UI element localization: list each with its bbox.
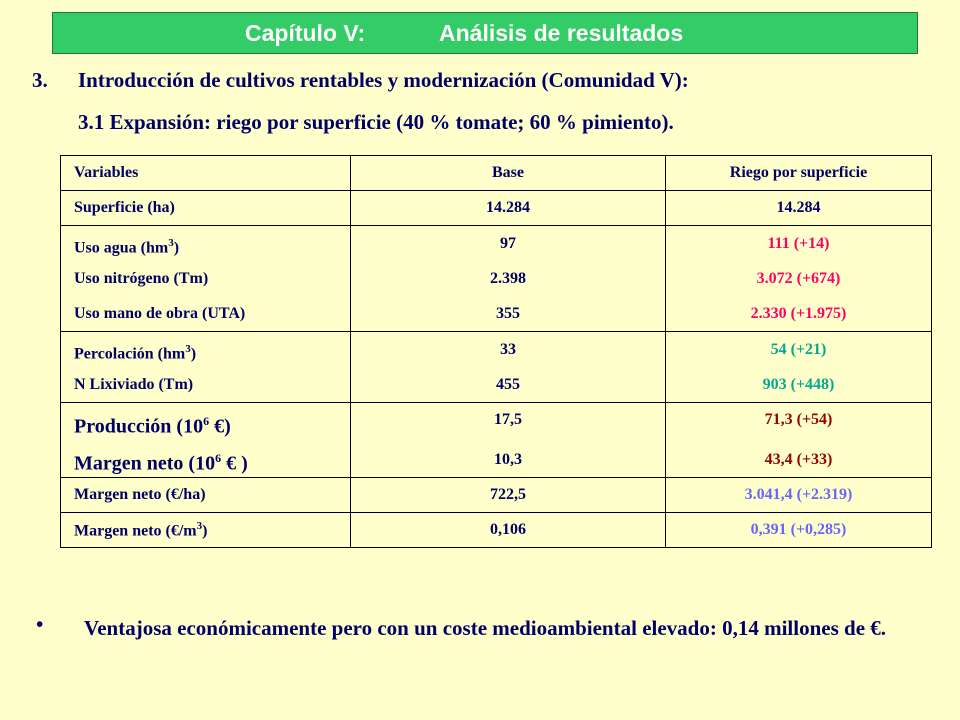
conclusion-text: Ventajosa económicamente pero con un coste medioambiental elevado: 0,14 millones de €. xyxy=(84,616,887,640)
row-label: Producción ($10^6$ €) xyxy=(74,414,231,438)
bullet-icon: • xyxy=(36,612,44,636)
row-base: 355 xyxy=(496,305,520,322)
row-riego: 2.330 (+1.975) xyxy=(750,305,847,322)
row-group-riego xyxy=(666,226,932,332)
row-riego: 903 (+448) xyxy=(762,376,835,393)
table-header-row xyxy=(61,156,932,191)
row-group-base xyxy=(351,332,666,403)
chapter-title-bar xyxy=(52,12,918,54)
row-base: 97 xyxy=(500,235,516,252)
row-base: 0,106 xyxy=(351,513,666,548)
row-riego: 71,3 (+54) xyxy=(764,411,833,428)
row-label: Margen neto ($10^6$ € ) xyxy=(74,451,248,475)
row-base: 2.398 xyxy=(490,270,526,287)
row-riego: 3.072 (+674) xyxy=(756,270,841,287)
section-heading-text: Introducción de cultivos rentables y modernización (Comunidad V): xyxy=(78,68,689,92)
row-group-base xyxy=(351,226,666,332)
row-group-labels xyxy=(61,226,351,332)
table-row xyxy=(61,191,932,226)
row-group-labels xyxy=(61,332,351,403)
row-label: Margen neto (€/ha) xyxy=(61,478,351,513)
section-title: Análisis de resultados xyxy=(439,19,684,46)
row-base: 10,3 xyxy=(494,451,522,468)
row-group-labels xyxy=(61,403,351,478)
row-label: Superficie (ha) xyxy=(61,191,351,226)
row-label: Uso nitrógeno (Tm) xyxy=(74,270,209,287)
row-riego: 111 (+14) xyxy=(767,235,830,252)
row-riego: 14.284 xyxy=(666,191,932,226)
row-base: 33 xyxy=(500,341,516,358)
row-label: Percolación $(hm^3)$ xyxy=(74,343,197,363)
row-label: Uso mano de obra (UTA) xyxy=(74,305,246,322)
table-row xyxy=(61,478,932,513)
row-label: Uso agua $(hm^3)$ xyxy=(74,237,180,257)
section-heading xyxy=(32,68,689,93)
row-group-base xyxy=(351,403,666,478)
row-label: N Lixiviado (Tm) xyxy=(74,376,194,393)
header-variables: Variables xyxy=(61,156,351,191)
row-base: 722,5 xyxy=(351,478,666,513)
row-label: Margen neto $(€/m^3)$ xyxy=(61,513,351,548)
table-row xyxy=(61,513,932,548)
header-riego: Riego por superficie xyxy=(666,156,932,191)
row-riego: 0,391 (+0,285) xyxy=(666,513,932,548)
chapter-label: Capítulo V: xyxy=(245,19,366,46)
row-group-riego xyxy=(666,332,932,403)
header-base: Base xyxy=(351,156,666,191)
row-base: 455 xyxy=(496,376,520,393)
section-number: 3. xyxy=(32,68,48,92)
subsection-heading: 3.1 Expansión: riego por superficie (40 % tomate; 60 % pimiento). xyxy=(78,110,674,134)
row-base: 17,5 xyxy=(494,411,522,428)
row-riego: 3.041,4 (+2.319) xyxy=(666,478,932,513)
conclusion-bullet xyxy=(36,612,932,644)
row-riego: 43,4 (+33) xyxy=(764,451,833,468)
results-table xyxy=(60,155,932,548)
row-base: 14.284 xyxy=(351,191,666,226)
row-riego: 54 (+21) xyxy=(770,341,827,358)
row-group-riego xyxy=(666,403,932,478)
